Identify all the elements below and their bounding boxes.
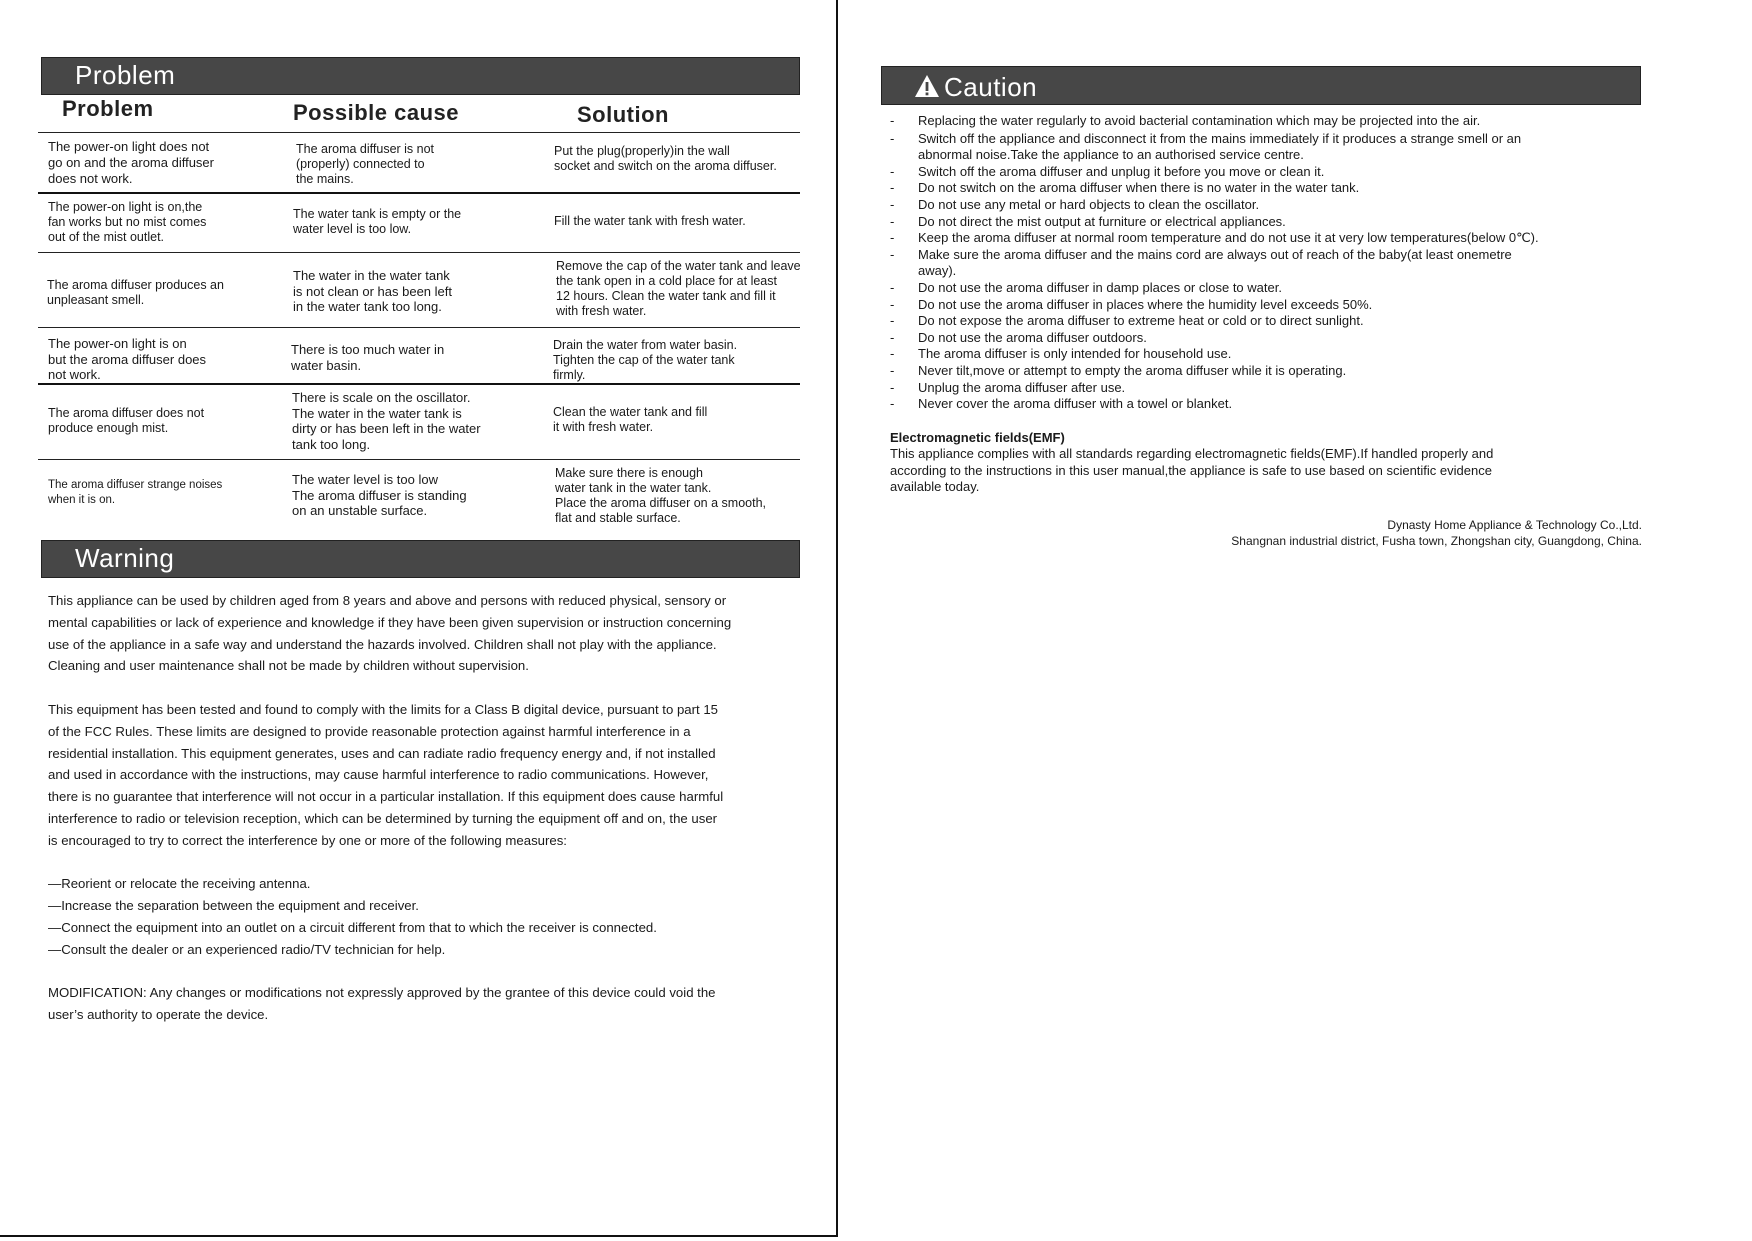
text-line: water level is too low.	[293, 222, 412, 236]
text-line: (properly) connected to	[296, 157, 425, 171]
list-item	[890, 363, 1670, 380]
text-line: —Reorient or relocate the receiving antenna.	[48, 876, 311, 892]
text-line: Switch off the appliance and disconnect it from the mains immediately if it produces a strange smell or an	[918, 130, 1522, 146]
dash-bullet: -	[890, 329, 895, 345]
list-item	[890, 280, 1670, 297]
text-line: the mains.	[296, 172, 354, 186]
text-line: This equipment has been tested and found to comply with the limits for a Class B digital device, pursuant to part 15	[48, 701, 718, 717]
text-line: Do not use the aroma diffuser in places where the humidity level exceeds 50%.	[918, 296, 1373, 312]
text-line: 12 hours. Clean the water tank and fill it	[556, 289, 776, 303]
dash-bullet: -	[890, 130, 895, 146]
text-line: Keep the aroma diffuser at normal room temperature and do not use it at very low temperatures(below 0℃).	[918, 230, 1539, 246]
dash-bullet: -	[890, 163, 895, 179]
text-line: Place the aroma diffuser on a smooth,	[555, 496, 766, 510]
problem-banner-label: Problem	[75, 60, 176, 90]
text-line: when it is on.	[48, 494, 116, 506]
list-item	[890, 230, 1670, 247]
text-line: Do not use the aroma diffuser outdoors.	[918, 329, 1147, 345]
text-line: water basin.	[291, 357, 362, 373]
company-info	[1231, 517, 1642, 549]
text-line: There is scale on the oscillator.	[292, 390, 471, 405]
text-line: The power-on light is on,the	[48, 200, 203, 214]
text-line: —Consult the dealer or an experienced radio/TV technician for help.	[48, 941, 446, 957]
dash-bullet: -	[890, 113, 895, 128]
text-line: away).	[918, 263, 957, 279]
text-line: The aroma diffuser does not	[48, 406, 205, 420]
table-row	[38, 459, 800, 536]
company-address: Shangnan industrial district, Fusha town, Zhongshan city, Guangdong, China.	[1231, 534, 1642, 548]
emf-body	[890, 446, 1650, 496]
text-line: The aroma diffuser is not	[296, 142, 435, 156]
text-line: This appliance can be used by children aged from 8 years and above and persons with reduced physical, sensory or	[48, 593, 727, 608]
list-item	[890, 313, 1670, 330]
text-line: socket and switch on the aroma diffuser.	[554, 159, 777, 173]
text-line: Do not switch on the aroma diffuser when there is no water in the water tank.	[918, 180, 1360, 196]
text-line: Drain the water from water basin.	[553, 338, 738, 352]
list-item	[890, 180, 1670, 197]
table-row	[38, 132, 800, 193]
text-line: does not work.	[48, 171, 133, 186]
text-line: user’s authority to operate the device.	[48, 1007, 269, 1023]
text-line: is encouraged to try to correct the interference by one or more of the following measures:	[48, 832, 567, 848]
problem-cell	[48, 200, 248, 245]
caution-banner-label: Caution	[944, 72, 1038, 102]
text-line: go on and the aroma diffuser	[48, 155, 214, 170]
table-row	[38, 192, 800, 254]
text-line: Unplug the aroma diffuser after use.	[918, 379, 1126, 395]
dash-bullet: -	[890, 279, 895, 295]
problem-cell	[48, 406, 248, 436]
text-line: with fresh water.	[556, 304, 647, 318]
dash-bullet: -	[890, 180, 895, 196]
text-line: Tighten the cap of the water tank	[553, 353, 735, 367]
text-line: Do not use any metal or hard objects to clean the oscillator.	[918, 196, 1260, 212]
warning-paragraph	[48, 590, 808, 677]
text-line: —Increase the separation between the equipment and receiver.	[48, 898, 419, 914]
list-item	[890, 164, 1670, 181]
warning-banner-label: Warning	[75, 543, 175, 573]
text-line: flat and stable surface.	[555, 511, 681, 525]
dash-bullet: -	[890, 346, 895, 362]
text-line: tank too long.	[292, 436, 371, 452]
text-line: it with fresh water.	[553, 420, 654, 434]
header-possible-cause: Possible cause	[293, 100, 459, 125]
text-line: available today.	[890, 479, 980, 495]
solution-cell	[554, 214, 800, 229]
dash-bullet: -	[890, 230, 895, 246]
text-line: Do not direct the mist output at furniture or electrical appliances.	[918, 213, 1286, 229]
text-line: Replacing the water regularly to avoid bacterial contamination which may be projected into the air.	[918, 113, 1481, 128]
cause-cell	[292, 390, 492, 452]
text-line: Put the plug(properly)in the wall	[554, 144, 730, 158]
problem-cell	[48, 139, 248, 187]
table-row	[38, 252, 800, 328]
text-line: Never tilt,move or attempt to empty the aroma diffuser while it is operating.	[918, 362, 1347, 378]
fcc-paragraph	[48, 699, 808, 852]
cause-cell	[292, 472, 492, 519]
text-line: This appliance complies with all standards regarding electromagnetic fields(EMF).If handled properly and	[890, 446, 1494, 461]
text-line: is not clean or has been left	[293, 283, 452, 299]
text-line: Make sure the aroma diffuser and the mains cord are always out of reach of the baby(at least onemetre	[918, 246, 1512, 262]
dash-bullet: -	[890, 213, 895, 229]
text-line: The water in the water tank is	[292, 405, 462, 421]
list-item	[890, 396, 1670, 413]
list-item	[890, 197, 1670, 214]
dash-bullet: -	[890, 313, 895, 329]
measures-list	[48, 873, 808, 960]
cause-cell	[293, 268, 493, 315]
caution-list	[890, 113, 1670, 413]
table-row	[38, 383, 800, 461]
problem-banner	[41, 57, 800, 95]
header-problem: Problem	[62, 96, 154, 121]
text-line: but the aroma diffuser does	[48, 351, 207, 367]
list-item	[890, 330, 1670, 347]
warning-triangle-icon	[914, 74, 940, 98]
dash-bullet: -	[890, 296, 895, 312]
text-line: Never cover the aroma diffuser with a towel or blanket.	[918, 396, 1233, 412]
text-line: residential installation. This equipment generates, uses and can radiate radio frequency energy and, if not installed	[48, 745, 716, 761]
text-line: not work.	[48, 367, 101, 382]
text-line: Switch off the aroma diffuser and unplug it before you move or clean it.	[918, 163, 1325, 179]
text-line: of the FCC Rules. These limits are designed to provide reasonable protection against harmful interference in a	[48, 723, 691, 739]
text-line: use of the appliance in a safe way and understand the hazards involved. Children shall not play with the appliance.	[48, 636, 717, 652]
cause-cell	[296, 142, 496, 187]
text-line: Make sure there is enough	[555, 466, 704, 480]
text-line: interference to radio or television reception, which can be determined by turning the equipment off and on, the user	[48, 810, 718, 826]
text-line: fan works but no mist comes	[48, 215, 207, 229]
text-line: The power-on light is on	[48, 336, 187, 351]
text-line: The aroma diffuser strange noises	[48, 479, 223, 491]
company-name: Dynasty Home Appliance & Technology Co.,Ltd.	[1387, 518, 1642, 532]
list-item	[890, 214, 1670, 231]
text-line: The aroma diffuser produces an	[47, 278, 224, 292]
text-line: mental capabilities or lack of experience and knowledge if they have been given supervision or instruction concerning	[48, 614, 732, 630]
text-line: unpleasant smell.	[47, 293, 145, 307]
dash-bullet: -	[890, 396, 895, 412]
text-line: Clean the water tank and fill	[553, 405, 708, 419]
text-line: dirty or has been left in the water	[292, 421, 481, 436]
caution-banner	[881, 66, 1641, 105]
list-item	[890, 113, 1670, 131]
emf-title: Electromagnetic fields(EMF)	[890, 430, 1065, 445]
text-line: The water in the water tank	[293, 268, 450, 283]
problem-cell	[48, 478, 248, 508]
warning-body	[48, 590, 808, 1026]
text-line: the tank open in a cold place for at least	[556, 274, 777, 288]
list-item	[890, 380, 1670, 397]
list-item	[890, 247, 1670, 280]
text-line: —Connect the equipment into an outlet on a circuit different from that to which the receiver is connected.	[48, 919, 657, 935]
dash-bullet: -	[890, 362, 895, 378]
solution-cell	[553, 338, 799, 383]
text-line: out of the mist outlet.	[48, 230, 165, 244]
solution-cell	[554, 144, 800, 174]
text-line: there is no guarantee that interference will not occur in a particular installation. If this equipment does cause harmful	[48, 789, 724, 805]
text-line: in the water tank too long.	[293, 299, 442, 314]
text-line: Do not expose the aroma diffuser to extreme heat or cold or to direct sunlight.	[918, 313, 1364, 329]
problem-cell	[48, 336, 248, 383]
text-line: The water level is too low	[292, 472, 438, 487]
solution-cell	[553, 405, 799, 435]
warning-banner	[41, 540, 800, 578]
text-line: Remove the cap of the water tank and leave	[556, 259, 801, 273]
text-line: water tank in the water tank.	[555, 481, 712, 495]
text-line: and used in accordance with the instructions, may cause harmful interference to radio communications. However,	[48, 767, 709, 783]
text-line: Fill the water tank with fresh water.	[554, 214, 746, 228]
solution-cell	[556, 259, 802, 319]
text-line: There is too much water in	[291, 342, 445, 357]
dash-bullet: -	[890, 246, 895, 262]
text-line: MODIFICATION: Any changes or modifications not expressly approved by the grantee of this device could void the	[48, 985, 716, 1001]
left-page	[0, 0, 838, 1237]
list-item	[890, 131, 1670, 164]
text-line: on an unstable surface.	[292, 503, 428, 518]
text-line: The aroma diffuser is only intended for household use.	[918, 346, 1232, 362]
text-line: firmly.	[553, 368, 586, 382]
cause-cell	[291, 342, 491, 373]
cause-cell	[293, 207, 493, 237]
solution-cell	[555, 466, 801, 526]
list-item	[890, 297, 1670, 314]
text-line: produce enough mist.	[48, 421, 169, 435]
text-line: Cleaning and user maintenance shall not be made by children without supervision.	[48, 658, 529, 674]
text-line: The water tank is empty or the	[293, 207, 462, 221]
table-row	[38, 327, 800, 384]
header-solution: Solution	[577, 102, 669, 127]
dash-bullet: -	[890, 379, 895, 395]
modification-paragraph	[48, 982, 808, 1026]
text-line: according to the instructions in this user manual,the appliance is safe to use based on scientific evidence	[890, 462, 1492, 478]
text-line: The aroma diffuser is standing	[292, 487, 467, 503]
list-item	[890, 346, 1670, 363]
text-line: The power-on light does not	[48, 139, 210, 154]
dash-bullet: -	[890, 196, 895, 212]
text-line: Do not use the aroma diffuser in damp places or close to water.	[918, 279, 1282, 295]
text-line: abnormal noise.Take the appliance to an authorised service centre.	[918, 147, 1304, 163]
right-page	[860, 0, 1752, 1241]
problem-cell	[47, 278, 247, 308]
